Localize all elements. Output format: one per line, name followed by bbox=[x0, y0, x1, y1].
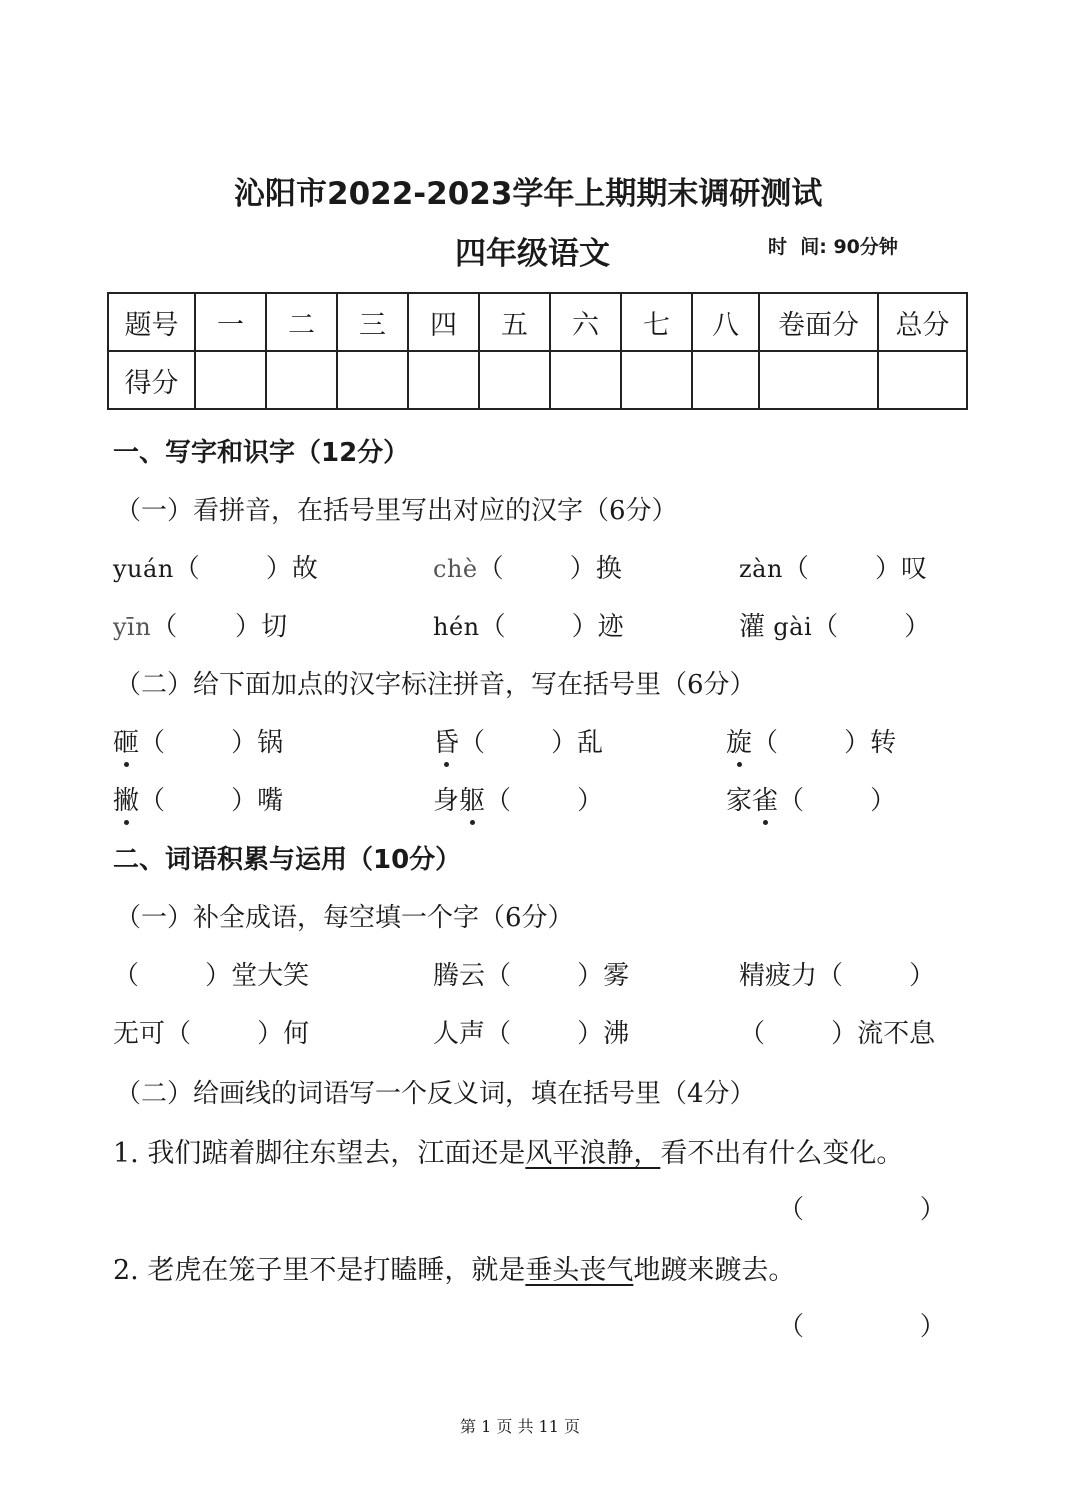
score-table-score-row bbox=[108, 351, 967, 409]
idiom-item[interactable]: 无可（ ）何 bbox=[113, 1019, 310, 1049]
answer-blank[interactable]: （ ） bbox=[812, 612, 931, 642]
exam-title: 沁阳市2022-2023学年上期期末调研测试 bbox=[234, 176, 823, 212]
question-text: 2. 老虎在笼子里不是打瞌睡，就是 bbox=[113, 1255, 526, 1286]
pinyin-item bbox=[113, 606, 287, 643]
score-table bbox=[107, 292, 968, 410]
answer-blank[interactable]: （ ） bbox=[782, 554, 902, 584]
score-input-cell[interactable] bbox=[337, 351, 408, 409]
dotted-item bbox=[726, 722, 896, 759]
score-cell: 八 bbox=[692, 293, 759, 351]
score-input-cell[interactable] bbox=[479, 351, 550, 409]
score-input-cell[interactable] bbox=[266, 351, 337, 409]
question-text: 地踱来踱去。 bbox=[633, 1255, 796, 1286]
pinyin-text: zàn bbox=[739, 555, 783, 583]
score-table-header-row bbox=[108, 293, 967, 351]
pinyin-text: yīn bbox=[113, 613, 152, 641]
dotted-char: 砸 bbox=[113, 722, 139, 759]
underlined-word: 风平浪静， bbox=[525, 1138, 661, 1169]
pinyin-item bbox=[739, 548, 927, 585]
dotted-item bbox=[113, 722, 283, 759]
answer-blank[interactable]: （ ） bbox=[778, 1195, 946, 1225]
idiom-item[interactable]: 人声（ ）沸 bbox=[433, 1019, 630, 1049]
dotted-char: 躯 bbox=[459, 780, 485, 817]
char-text: 锅 bbox=[257, 728, 284, 758]
score-input-cell[interactable] bbox=[195, 351, 266, 409]
answer-blank[interactable]: （ ） bbox=[752, 728, 871, 758]
answer-blank[interactable]: （ ） bbox=[139, 786, 258, 816]
char-text: 迹 bbox=[597, 612, 624, 642]
score-input-cell[interactable] bbox=[692, 351, 759, 409]
char-text: 叹 bbox=[901, 554, 928, 584]
char-text: 身 bbox=[433, 786, 460, 816]
page-footer: 第 1 页 共 11 页 bbox=[460, 1417, 580, 1436]
answer-blank[interactable]: （ ） bbox=[151, 612, 262, 642]
pinyin-text: gài bbox=[773, 613, 813, 641]
score-cell: 总分 bbox=[878, 293, 967, 351]
dotted-item bbox=[433, 722, 603, 759]
score-cell: 五 bbox=[479, 293, 550, 351]
score-cell: 四 bbox=[408, 293, 479, 351]
dotted-item bbox=[433, 780, 603, 817]
dotted-char: 雀 bbox=[752, 780, 778, 817]
question-text: 看不出有什么变化。 bbox=[660, 1138, 904, 1169]
char-text: 转 bbox=[870, 728, 897, 758]
char-text: 换 bbox=[595, 554, 622, 584]
char-text: 切 bbox=[261, 612, 288, 642]
answer-blank[interactable]: （ ） bbox=[778, 786, 897, 816]
score-input-cell[interactable] bbox=[759, 351, 878, 409]
pinyin-item bbox=[113, 548, 318, 585]
pinyin-text: yuán bbox=[113, 555, 174, 583]
section1-heading: 一、写字和识字（12分） bbox=[113, 438, 410, 468]
exam-time: 时 间: 90分钟 bbox=[768, 236, 898, 258]
pinyin-text: chè bbox=[433, 555, 478, 583]
idiom-item[interactable]: 精疲力（ ） bbox=[739, 961, 936, 991]
dotted-char: 旋 bbox=[726, 722, 752, 759]
antonym-question-1 bbox=[113, 1131, 903, 1170]
score-input-cell[interactable] bbox=[550, 351, 621, 409]
section2-part1-heading: （一）补全成语，每空填一个字（6分） bbox=[115, 903, 574, 933]
answer-blank[interactable]: （ ） bbox=[778, 1312, 946, 1342]
pinyin-text: hén bbox=[433, 613, 480, 641]
idiom-item[interactable]: （ ）堂大笑 bbox=[113, 961, 310, 991]
score-input-cell[interactable] bbox=[878, 351, 967, 409]
idiom-item[interactable]: 腾云（ ）雾 bbox=[433, 961, 630, 991]
answer-blank[interactable]: （ ） bbox=[173, 554, 292, 584]
dotted-char: 撇 bbox=[113, 780, 139, 817]
score-cell: 六 bbox=[550, 293, 621, 351]
pinyin-item bbox=[433, 606, 624, 643]
score-cell: 题号 bbox=[108, 293, 195, 351]
dotted-item bbox=[726, 780, 896, 817]
answer-blank[interactable]: （ ） bbox=[139, 728, 258, 758]
answer-blank[interactable]: （ ） bbox=[459, 728, 578, 758]
section2-heading: 二、词语积累与运用（10分） bbox=[113, 845, 462, 875]
score-row-label: 得分 bbox=[108, 351, 195, 409]
section1-part1-heading: （一）看拼音，在括号里写出对应的汉字（6分） bbox=[115, 496, 678, 526]
char-text: 灌 bbox=[739, 612, 766, 642]
exam-subtitle: 四年级语文 bbox=[455, 236, 610, 272]
antonym-question-2 bbox=[113, 1248, 795, 1287]
pinyin-item bbox=[739, 606, 930, 643]
char-text: 家 bbox=[726, 786, 753, 816]
section2-part2-heading: （二）给画线的词语写一个反义词，填在括号里（4分） bbox=[115, 1079, 756, 1109]
dotted-item bbox=[113, 780, 283, 817]
idiom-item[interactable]: （ ）流不息 bbox=[739, 1019, 936, 1049]
score-input-cell[interactable] bbox=[621, 351, 692, 409]
answer-blank[interactable]: （ ） bbox=[479, 612, 598, 642]
score-input-cell[interactable] bbox=[408, 351, 479, 409]
score-cell: 卷面分 bbox=[759, 293, 878, 351]
char-text: 乱 bbox=[577, 728, 604, 758]
section1-part2-heading: （二）给下面加点的汉字标注拼音，写在括号里（6分） bbox=[115, 670, 756, 700]
score-cell: 一 bbox=[195, 293, 266, 351]
char-text: 嘴 bbox=[257, 786, 284, 816]
underlined-word: 垂头丧气 bbox=[525, 1255, 634, 1286]
score-cell: 七 bbox=[621, 293, 692, 351]
answer-blank[interactable]: （ ） bbox=[477, 554, 596, 584]
char-text: 故 bbox=[291, 554, 318, 584]
question-text: 1. 我们踮着脚往东望去，江面还是 bbox=[113, 1138, 526, 1169]
score-cell: 二 bbox=[266, 293, 337, 351]
pinyin-item bbox=[433, 548, 622, 585]
score-cell: 三 bbox=[337, 293, 408, 351]
dotted-char: 昏 bbox=[433, 722, 459, 759]
answer-blank[interactable]: （ ） bbox=[485, 786, 604, 816]
